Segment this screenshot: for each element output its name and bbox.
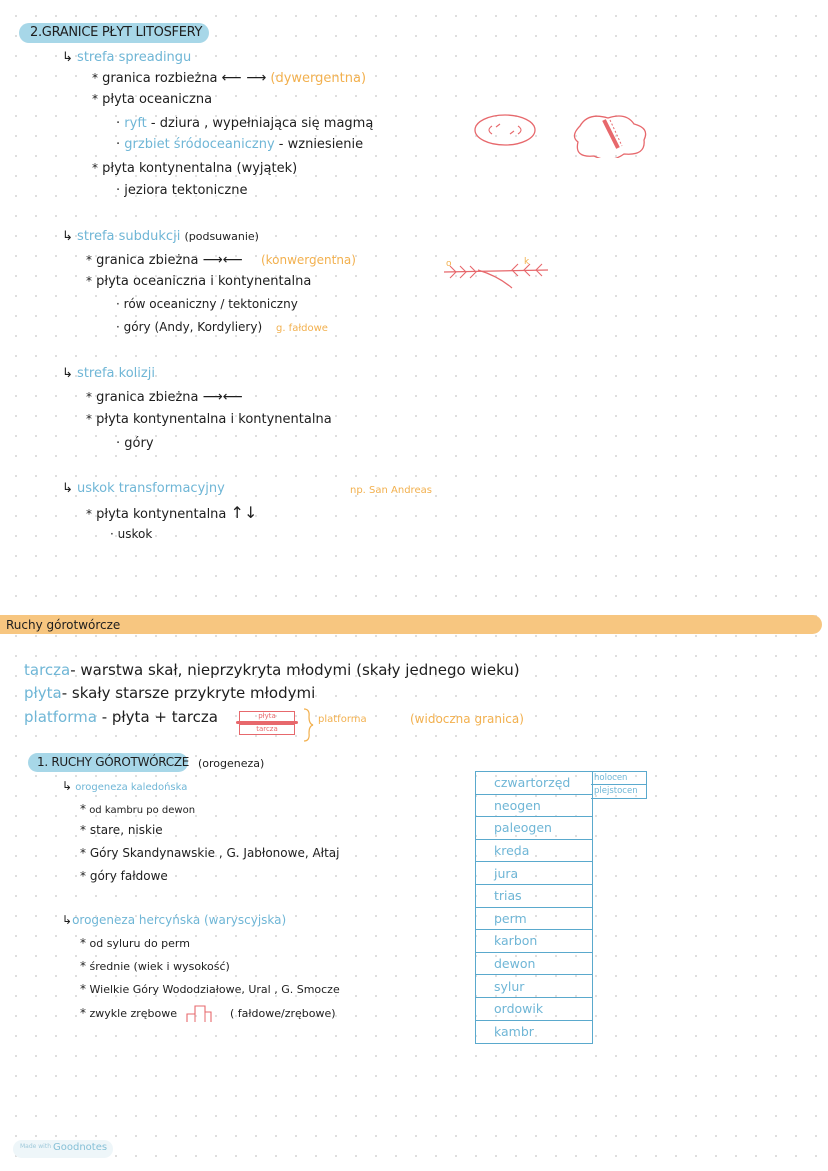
spreading-heading: strefa spreadingu <box>77 50 192 65</box>
period-row: trias <box>476 885 592 908</box>
asterisk-icon: * <box>80 846 86 860</box>
hercynian-item-text: zwykle zrębowe <box>89 1007 178 1020</box>
collision-line-3 <box>116 436 154 451</box>
hercynian-item-text: od syluru do perm <box>89 937 190 950</box>
asterisk-icon: * <box>86 412 92 426</box>
andes-label: góry (Andy, Kordyliery) <box>123 320 263 334</box>
collision-line-1 <box>86 389 243 405</box>
up-down-arrows-icon: ↑↓ <box>230 503 258 522</box>
asterisk-icon: * <box>80 936 86 950</box>
subduction-line-3 <box>116 297 298 311</box>
plyta-definition: - skały starsze przykryte młodymi <box>61 684 316 702</box>
dot-bullet: · <box>116 183 121 198</box>
transform-line-1 <box>86 503 257 522</box>
ridge-definition: - wzniesienie <box>278 137 364 152</box>
platform-mini-diagram <box>239 711 295 735</box>
asterisk-icon: * <box>80 823 86 837</box>
period-row: czwartorzęd <box>476 772 592 795</box>
platforma-definition: - płyta + tarcza <box>101 708 218 726</box>
subduction-heading-note: (podsuwanie) <box>184 230 259 243</box>
asterisk-icon: * <box>92 161 98 175</box>
brace-icon <box>302 707 314 743</box>
hercynian-item-text: średnie (wiek i wysokość) <box>89 960 230 973</box>
hercynian-item-4-note: ( fałdowe/zrębowe) <box>230 1007 336 1020</box>
subduction-heading-row <box>62 229 259 244</box>
period-row: paleogen <box>476 817 592 840</box>
oceanic-plate-label: płyta oceaniczna <box>102 92 213 107</box>
divergent-boundary-label: granica rozbieżna <box>102 71 218 86</box>
subduction-heading: strefa subdukcji <box>77 229 181 244</box>
geologic-periods-table <box>475 771 593 1044</box>
return-arrow-icon: ↳ <box>62 913 73 927</box>
visible-boundary-note: (widoczna granica) <box>410 712 524 726</box>
def-platforma <box>24 708 218 726</box>
period-row: sylur <box>476 975 592 998</box>
mini-plyta-label: płyta <box>239 711 295 722</box>
period-row: karbon <box>476 930 592 953</box>
convergent-note: (konwergentna) <box>260 253 356 267</box>
hercynian-item-2 <box>80 959 230 973</box>
mini-tarcza-label: tarcza <box>239 724 295 735</box>
spreading-line-4 <box>116 137 363 152</box>
hercynian-item-text: Wielkie Góry Wododziałowe, Ural , G. Smocze <box>89 983 340 996</box>
rift-term: ryft <box>124 116 147 131</box>
diagram-label-continental: k <box>524 257 530 267</box>
def-plyta <box>24 684 315 702</box>
period-row: jura <box>476 862 592 885</box>
spreading-line-6 <box>116 183 247 198</box>
collision-heading: strefa kolizji <box>77 366 155 381</box>
quaternary-epochs-table <box>591 771 647 799</box>
dot-bullet: · <box>116 116 121 131</box>
dot-bullet: · <box>116 137 121 152</box>
period-row: dewon <box>476 953 592 976</box>
oceanic-continental-label: płyta oceaniczna i kontynentalna <box>96 274 312 289</box>
caledonian-item-text: stare, niskie <box>89 823 163 837</box>
made-with-label: Made with <box>20 1143 51 1150</box>
platforma-term: platforma <box>24 708 97 726</box>
section-title: 2.GRANICE PŁYT LITOSFERY <box>30 25 203 40</box>
divergent-arrows-icon: ⟵ ⟶ <box>221 70 267 86</box>
epoch-row: holocen <box>591 772 646 785</box>
caledonian-heading-row <box>62 779 187 793</box>
return-arrow-icon: ↳ <box>62 229 73 244</box>
asterisk-icon: * <box>92 71 98 85</box>
subduction-line-4 <box>116 320 328 334</box>
asterisk-icon: * <box>80 1006 86 1020</box>
period-row: kreda <box>476 840 592 863</box>
asterisk-icon: * <box>92 92 98 106</box>
caledonian-item-1 <box>80 802 195 816</box>
san-andreas-note: np. San Andreas <box>350 485 432 496</box>
caledonian-item-text: góry fałdowe <box>89 869 168 883</box>
tectonic-lakes: jeziora tektoniczne <box>124 183 248 198</box>
epoch-row: plejstocen <box>594 786 638 796</box>
spreading-heading-row <box>62 50 191 65</box>
spreading-line-3 <box>116 116 373 131</box>
dot-bullet: · <box>116 320 120 334</box>
subduction-diagram <box>438 256 558 292</box>
diagram-label-oceanic: o <box>446 259 452 269</box>
asterisk-icon: * <box>86 253 92 267</box>
brace-label: platforma <box>318 714 367 725</box>
ridge-term: grzbiet śródoceaniczny <box>124 137 275 152</box>
caledonian-heading: orogeneza kaledońska <box>75 782 188 793</box>
period-row: neogen <box>476 795 592 818</box>
asterisk-icon: * <box>80 959 86 973</box>
caledonian-item-text: Góry Skandynawskie , G. Jabłonowe, Ałtaj <box>89 846 340 860</box>
collision-line-2 <box>86 412 332 427</box>
fault-label: uskok <box>117 527 153 541</box>
hercynian-heading-row <box>62 913 286 927</box>
transform-line-2 <box>110 527 152 541</box>
continental-continental-label: płyta kontynentalna i kontynentalna <box>96 412 332 427</box>
tarcza-term: tarcza <box>24 661 71 679</box>
asterisk-icon: * <box>86 390 92 404</box>
trench-label: rów oceaniczny / tektoniczny <box>123 297 298 311</box>
caledonian-item-4 <box>80 869 168 883</box>
collision-boundary-label: granica zbieżna <box>96 390 199 405</box>
plyta-term: płyta <box>24 684 62 702</box>
goodnotes-brand: Goodnotes <box>53 1142 108 1153</box>
period-row: kambr <box>494 1024 534 1040</box>
banner-title: Ruchy górotwórcze <box>6 618 121 632</box>
spreading-line-1 <box>92 70 366 86</box>
transform-continental-label: płyta kontynentalna <box>96 507 227 522</box>
return-arrow-icon: ↳ <box>62 366 73 381</box>
asterisk-icon: * <box>80 869 86 883</box>
return-arrow-icon: ↳ <box>62 779 73 793</box>
asterisk-icon: * <box>80 982 86 996</box>
transform-heading: uskok transformacyjny <box>77 481 225 496</box>
convergent-arrows-icon: ⟶⟵ <box>202 252 243 268</box>
caledonian-item-text: od kambru po dewon <box>89 805 196 816</box>
subduction-line-1 <box>86 252 356 268</box>
hercynian-item-4 <box>80 1004 336 1024</box>
def-tarcza <box>24 661 520 679</box>
hercynian-heading: orogeneza hercyńska (waryscyjska) <box>72 913 287 927</box>
asterisk-icon: * <box>80 802 86 816</box>
period-row: perm <box>476 908 592 931</box>
return-arrow-icon: ↳ <box>62 50 73 65</box>
mountains-label: góry <box>124 436 154 451</box>
asterisk-icon: * <box>86 507 92 521</box>
horst-block-icon <box>185 1004 219 1024</box>
asterisk-icon: * <box>86 274 92 288</box>
fold-mountains-note: g. fałdowe <box>275 323 328 334</box>
dot-bullet: · <box>110 527 114 541</box>
convergent-boundary-label: granica zbieżna <box>96 253 199 268</box>
return-arrow-icon: ↳ <box>62 481 73 496</box>
dot-bullet: · <box>116 436 121 451</box>
divergent-note: (dywergentna) <box>270 71 367 86</box>
collision-arrows-icon: ⟶⟵ <box>202 389 243 405</box>
spreading-line-5 <box>92 161 297 176</box>
continental-plate-exception: płyta kontynentalna (wyjątek) <box>102 161 298 176</box>
hercynian-item-1 <box>80 936 190 950</box>
section-banner <box>0 615 822 634</box>
caledonian-item-3 <box>80 846 339 860</box>
spreading-diagram <box>470 108 670 158</box>
hercynian-item-3 <box>80 982 340 996</box>
collision-heading-row <box>62 366 155 381</box>
section2-title-note: (orogeneza) <box>198 757 265 770</box>
subduction-line-2 <box>86 274 311 289</box>
period-row: ordowik <box>476 998 592 1021</box>
rift-definition: - dziura , wypełniająca się magmą <box>150 116 374 131</box>
spreading-line-2 <box>92 92 212 107</box>
transform-heading-row <box>62 481 225 496</box>
section2-title: 1. RUCHY GÓROTWÓRCZE <box>37 755 190 769</box>
tarcza-definition: - warstwa skał, nieprzykryta młodymi (skały jednego wieku) <box>70 661 520 679</box>
dot-bullet: · <box>116 297 120 311</box>
caledonian-item-2 <box>80 823 163 837</box>
